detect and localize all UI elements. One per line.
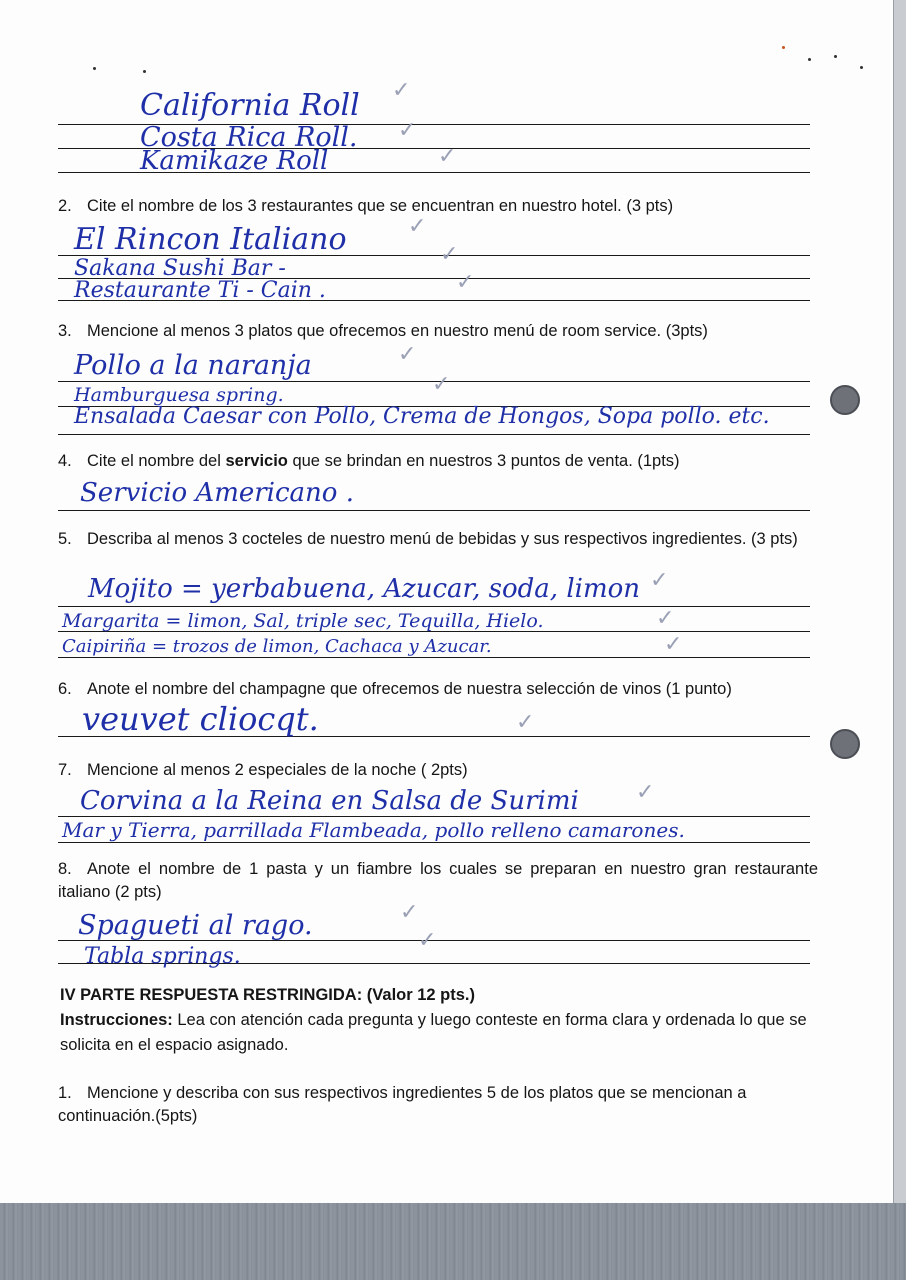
q3-answer-3: Ensalada Caesar con Pollo, Crema de Hongos, Sopa pollo. etc. <box>74 404 770 429</box>
question-6 <box>58 678 818 701</box>
section-title: IV PARTE RESPUESTA RESTRINGIDA: (Valor 12 pts.) <box>60 986 476 1004</box>
q4-answer-1: Servicio Americano . <box>80 478 354 508</box>
question-number: 8. <box>58 860 72 878</box>
check-mark-icon: ✓ <box>398 118 417 143</box>
answer-line <box>58 434 810 435</box>
instructions-text: Lea con atención cada pregunta y luego conteste en forma clara y ordenada lo que se solicita en el espacio asignado. <box>60 1011 807 1054</box>
q2-answer-2: Sakana Sushi Bar - <box>74 256 286 281</box>
q5-answer-3: Caipiriña = trozos de limon, Cachaca y Azucar. <box>62 636 492 657</box>
check-mark-icon: ✓ <box>516 710 535 735</box>
question-number: 5. <box>58 530 72 548</box>
q1-answer-2: Costa Rica Roll. <box>140 122 358 153</box>
q7-answer-1: Corvina a la Reina en Salsa de Surimi <box>80 786 579 816</box>
check-mark-icon: ✓ <box>650 568 669 593</box>
question-2 <box>58 195 818 218</box>
punch-hole-top <box>830 385 860 415</box>
speck <box>93 67 96 70</box>
punch-hole-bottom <box>830 729 860 759</box>
answer-line <box>58 606 810 607</box>
part4-question-1 <box>58 1082 816 1128</box>
q5-answer-2: Margarita = limon, Sal, triple sec, Tequilla, Hielo. <box>62 610 544 632</box>
question-number: 1. <box>58 1084 72 1102</box>
q1-answer-3: Kamikaze Roll <box>140 146 329 176</box>
section-instructions <box>60 1008 816 1058</box>
q2-answer-1: El Rincon Italiano <box>74 222 347 257</box>
check-mark-icon: ✓ <box>400 900 419 925</box>
q8-answer-1: Spagueti al rago. <box>78 910 313 941</box>
check-mark-icon: ✓ <box>438 144 457 169</box>
answer-line <box>58 510 810 511</box>
check-mark-icon: ✓ <box>636 780 655 805</box>
question-text: que se brindan en nuestros 3 puntos de venta. (1pts) <box>287 452 680 470</box>
q2-answer-3: Restaurante Ti - Cain . <box>74 278 326 303</box>
q6-answer-1: veuvet cliocqt. <box>82 700 319 738</box>
question-text: Cite el nombre del <box>87 452 226 470</box>
answer-line <box>58 816 810 817</box>
check-mark-icon: ✓ <box>392 78 411 103</box>
check-mark-icon: ✓ <box>656 606 675 631</box>
check-mark-icon: ✓ <box>432 372 451 397</box>
scanner-background <box>0 1203 906 1280</box>
question-5 <box>58 528 818 551</box>
question-3 <box>58 320 818 343</box>
speck <box>860 66 863 69</box>
check-mark-icon: ✓ <box>418 928 437 953</box>
answer-line <box>58 842 810 843</box>
question-number: 4. <box>58 452 72 470</box>
speck <box>782 46 785 49</box>
question-text: Anote el nombre del champagne que ofrecemos de nuestra selección de vinos (1 punto) <box>87 680 732 698</box>
check-mark-icon: ✓ <box>456 270 475 295</box>
q1-answer-1: California Roll <box>140 88 360 123</box>
speck <box>808 58 811 61</box>
question-4 <box>58 450 818 473</box>
question-number: 6. <box>58 680 72 698</box>
page-edge <box>893 0 906 1205</box>
question-7 <box>58 759 818 782</box>
check-mark-icon: ✓ <box>398 342 417 367</box>
speck <box>834 55 837 58</box>
q3-answer-2: Hamburguesa spring. <box>74 384 284 406</box>
check-mark-icon: ✓ <box>440 242 459 267</box>
question-number: 3. <box>58 322 72 340</box>
question-8 <box>58 858 818 904</box>
question-text: Mencione al menos 2 especiales de la noche ( 2pts) <box>87 761 468 779</box>
q8-answer-2: Tabla springs. <box>84 944 241 969</box>
answer-line <box>58 657 810 658</box>
q5-answer-1: Mojito = yerbabuena, Azucar, soda, limon <box>88 574 641 604</box>
check-mark-icon: ✓ <box>408 214 427 239</box>
question-text: Anote el nombre de 1 pasta y un fiambre los cuales se preparan en nuestro gran restaurante italiano (2 pts) <box>58 860 818 901</box>
question-text-bold: servicio <box>225 452 288 470</box>
check-mark-icon: ✓ <box>664 632 683 657</box>
question-number: 2. <box>58 197 72 215</box>
question-number: 7. <box>58 761 72 779</box>
question-text: Describa al menos 3 cocteles de nuestro menú de bebidas y sus respectivos ingredientes. (3 pts) <box>87 530 798 548</box>
question-text: Mencione y describa con sus respectivos ingredientes 5 de los platos que se mencionan a continuación.(5pts) <box>58 1084 747 1125</box>
question-text: Cite el nombre de los 3 restaurantes que se encuentran en nuestro hotel. (3 pts) <box>87 197 674 215</box>
question-text: Mencione al menos 3 platos que ofrecemos en nuestro menú de room service. (3pts) <box>87 322 708 340</box>
instructions-label: Instrucciones: <box>60 1011 173 1029</box>
q7-answer-2: Mar y Tierra, parrillada Flambeada, pollo relleno camarones. <box>62 818 685 842</box>
speck <box>143 70 146 73</box>
q3-answer-1: Pollo a la naranja <box>74 350 312 381</box>
